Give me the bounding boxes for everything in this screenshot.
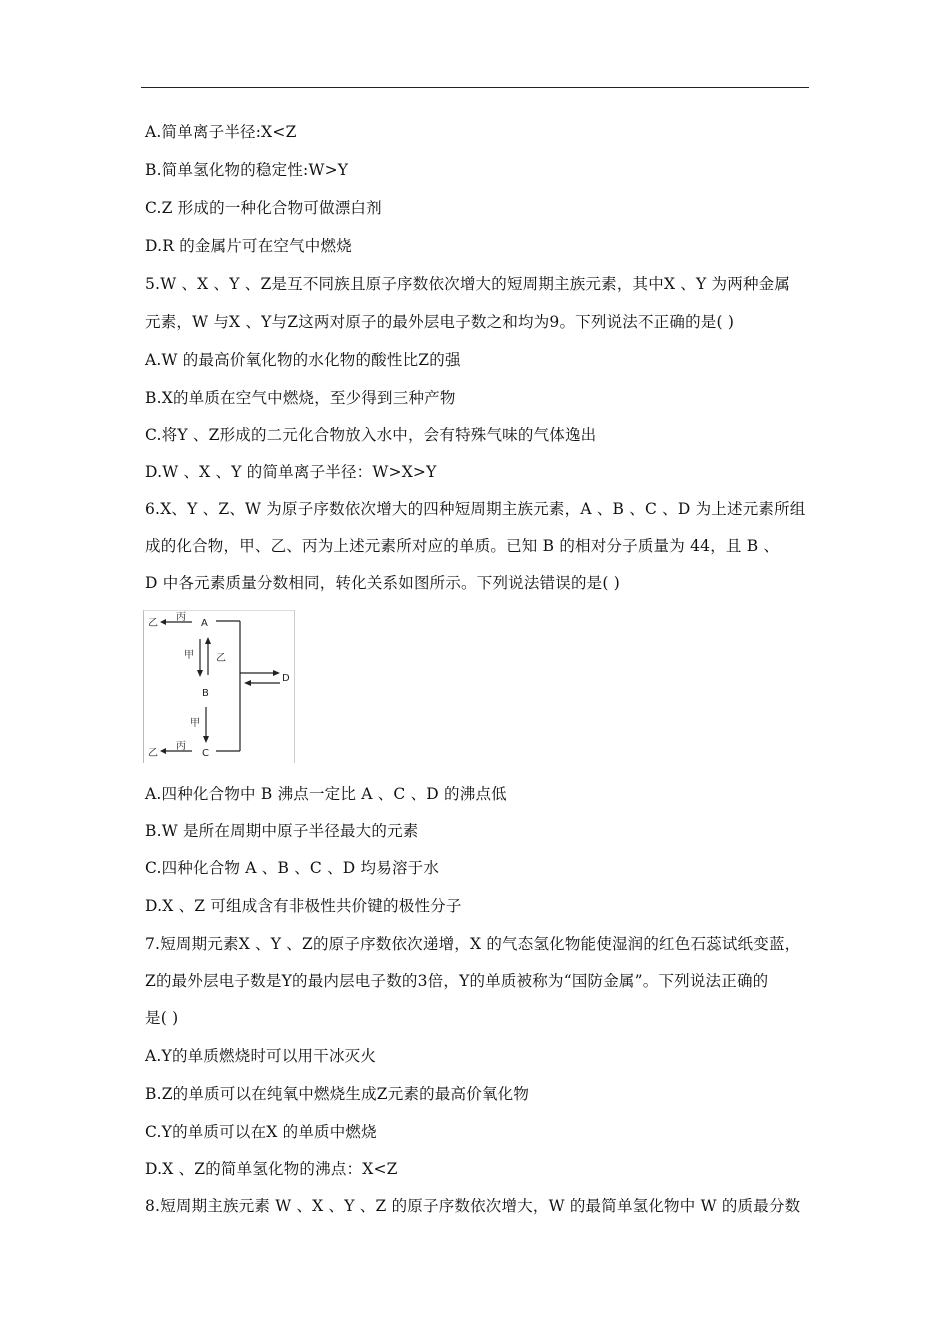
text-line: A.简单离子半径:X<Z (145, 123, 297, 141)
text-line: C.四种化合物 A 、B 、C 、D 均易溶于水 (145, 859, 440, 877)
text-line: C.Y的单质可以在X 的单质中燃烧 (145, 1123, 377, 1141)
label-yi-mid: 乙 (216, 653, 226, 664)
text-line: B.X的单质在空气中燃烧，至少得到三种产物 (145, 389, 456, 407)
text-line: 元素，W 与X 、Y与Z这两对原子的最外层电子数之和均为9。下列说法不正确的是( ) (145, 313, 735, 331)
text-line: D.X 、Z的简单氢化物的沸点：X<Z (145, 1160, 398, 1178)
text-line: B.W 是所在周期中原子半径最大的元素 (145, 822, 419, 840)
text-line: A.W 的最高价氧化物的水化物的酸性比Z的强 (145, 351, 461, 369)
text-line: 6.X、Y 、Z、W 为原子序数依次增大的四种短周期主族元素，A 、B 、C 、D 为上述元素所组 (145, 500, 806, 518)
text-line: 成的化合物，甲、乙、丙为上述元素所对应的单质。已知 B 的相对分子质量为 44，且 B 、 (145, 537, 780, 555)
text-line: 5.W 、X 、Y 、Z是互不同族且原子序数依次增大的短周期主族元素，其中X 、Y 为两种金属 (145, 275, 791, 293)
text-line: B.简单氢化物的稳定性:W>Y (145, 161, 349, 179)
text-line: A.Y的单质燃烧时可以用干冰灭火 (145, 1047, 377, 1065)
text-line: Z的最外层电子数是Y的最内层电子数的3倍，Y的单质被称为“国防金属”。下列说法正确的 (145, 972, 769, 990)
text-line: B.Z的单质可以在纯氧中燃烧生成Z元素的最高价氧化物 (145, 1085, 530, 1103)
text-line: D.X 、Z 可组成含有非极性共价键的极性分子 (145, 897, 462, 915)
text-line: C.Z 形成的一种化合物可做漂白剂 (145, 199, 382, 217)
label-jia-1: 甲 (184, 650, 194, 661)
header-rule (141, 87, 809, 88)
reaction-diagram (143, 610, 295, 763)
text-line: D 中各元素质量分数相同，转化关系如图所示。下列说法错误的是( ) (145, 574, 620, 592)
label-bing-top: 丙 (176, 612, 186, 623)
label-yi-top: 乙 (148, 618, 158, 629)
label-B: B (202, 688, 209, 699)
label-D: D (282, 673, 290, 684)
text-line: D.R 的金属片可在空气中燃烧 (145, 237, 352, 255)
text-line: C.将Y 、Z形成的二元化合物放入水中，会有特殊气味的气体逸出 (145, 426, 597, 444)
label-bing-bot: 丙 (176, 741, 186, 752)
text-line: D.W 、X 、Y 的简单离子半径：W>X>Y (145, 463, 437, 481)
label-A: A (201, 618, 208, 629)
label-jia-2: 甲 (190, 718, 200, 729)
text-line: 是( ) (145, 1009, 179, 1027)
label-C: C (202, 748, 209, 759)
text-line: A.四种化合物中 B 沸点一定比 A 、C 、D 的沸点低 (145, 785, 507, 803)
label-yi-bot: 乙 (148, 748, 158, 759)
text-line: 7.短周期元素X 、Y 、Z的原子序数依次递增，X 的气态氢化物能使湿润的红色石蕊试纸变蓝， (145, 935, 801, 953)
text-line: 8.短周期主族元素 W 、X 、Y 、Z 的原子序数依次增大，W 的最简单氢化物中 W 的质最分数 (145, 1197, 801, 1215)
